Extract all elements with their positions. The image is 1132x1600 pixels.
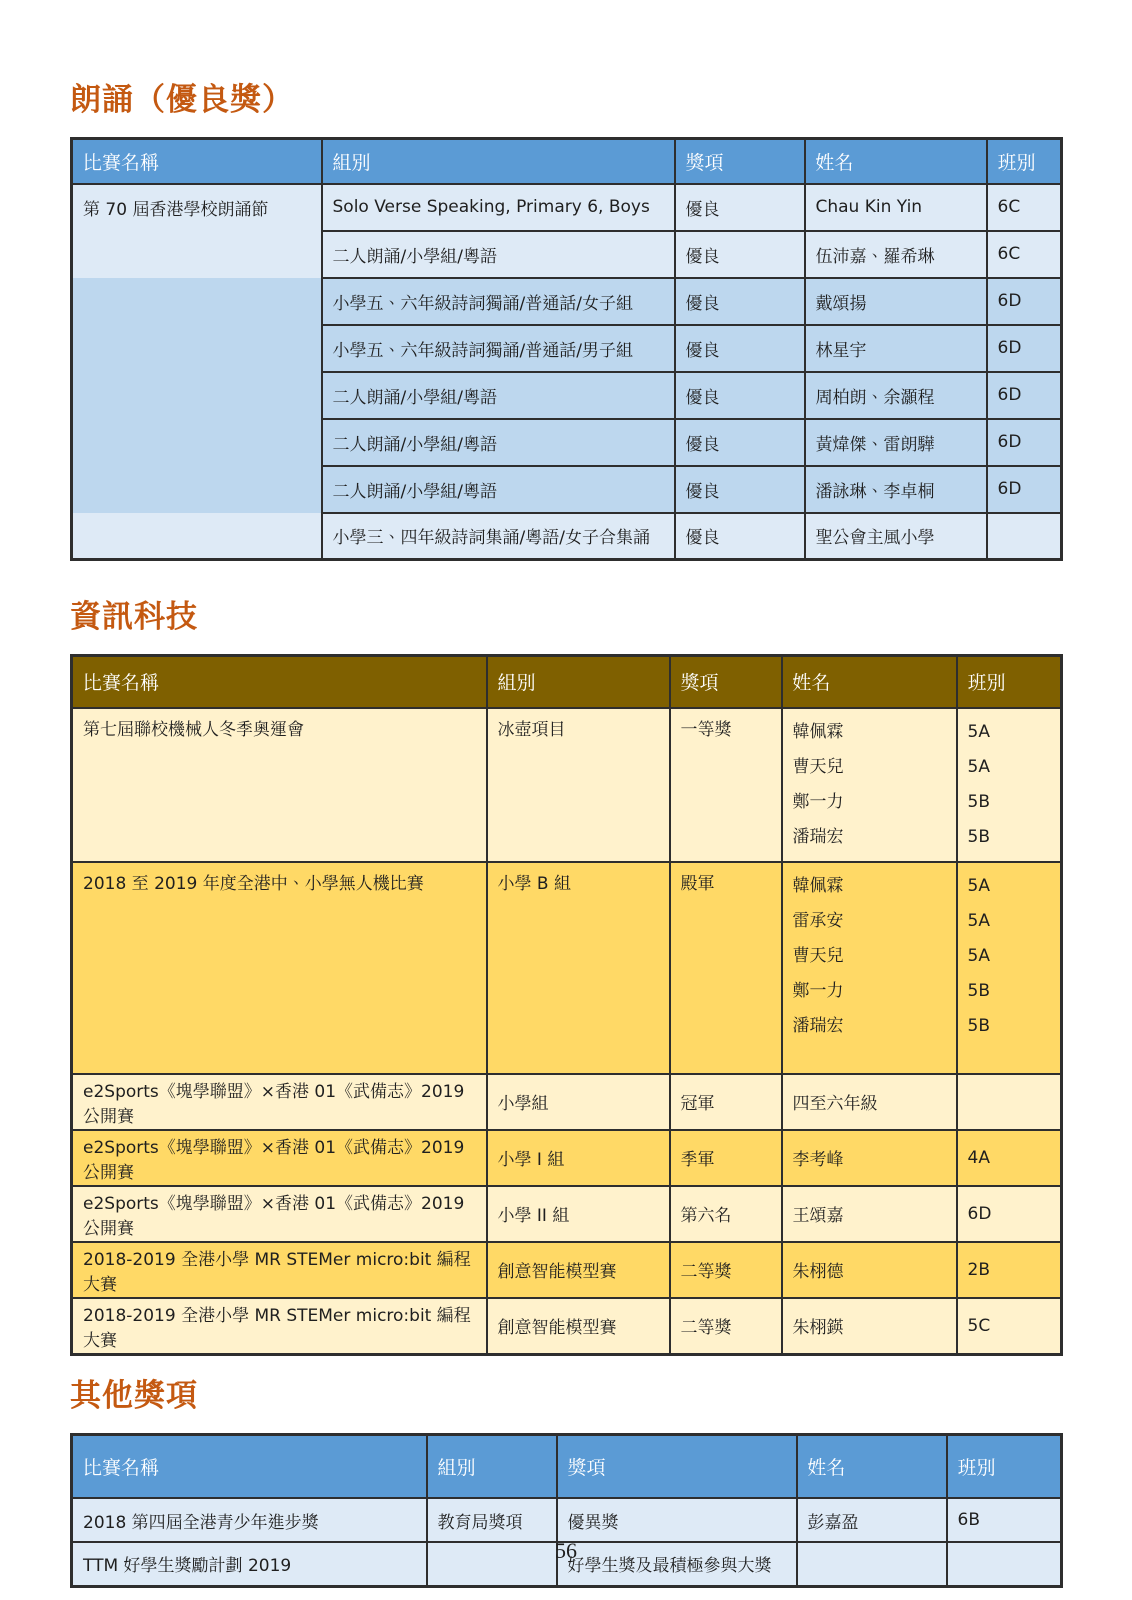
table-cell: 王頌嘉 (782, 1186, 957, 1242)
table-cell: 小學 B 組 (487, 862, 670, 1074)
table-row (72, 231, 1062, 278)
table-row (72, 1498, 1062, 1542)
table-cell: 6D (987, 372, 1062, 419)
table-cell: 6B (947, 1498, 1062, 1542)
column-header: 姓名 (782, 656, 957, 708)
table-row (72, 1186, 1062, 1242)
header-row (72, 1434, 1062, 1498)
table-row (72, 513, 1062, 560)
table-cell: 2018 第四屆全港青少年進步獎 (72, 1498, 427, 1542)
table-cell: 6D (987, 278, 1062, 325)
table-row (72, 708, 1062, 862)
table-cell (957, 708, 1062, 862)
table-cell: 林星宇 (805, 325, 987, 372)
table-cell (72, 278, 322, 325)
table-cell: e2Sports《塊學聯盟》×香港 01《武備志》2019 公開賽 (72, 1074, 487, 1130)
table-cell: 6D (987, 419, 1062, 466)
table-cell: 創意智能模型賽 (487, 1298, 670, 1355)
table-cell: 小學五、六年級詩詞獨誦/普通話/女子組 (322, 278, 675, 325)
cell-line: 5A (967, 945, 990, 966)
table-cell: 殿軍 (670, 862, 782, 1074)
table-cell (957, 862, 1062, 1074)
table-cell: e2Sports《塊學聯盟》×香港 01《武備志》2019 公開賽 (72, 1186, 487, 1242)
cell-line: 鄭一力 (792, 791, 844, 812)
recitation-awards-table (70, 137, 1063, 561)
table-cell: 2018 至 2019 年度全港中、小學無人機比賽 (72, 862, 487, 1074)
cell-line: 韓佩霖 (792, 875, 844, 896)
table-cell: 二人朗誦/小學組/粵語 (322, 231, 675, 278)
cell-line: 5B (967, 826, 990, 847)
table-cell: 冠軍 (670, 1074, 782, 1130)
column-header: 班別 (987, 139, 1062, 184)
table-cell: 優良 (675, 419, 805, 466)
table-cell: 創意智能模型賽 (487, 1242, 670, 1298)
table-cell: 2B (957, 1242, 1062, 1298)
table-cell: 二人朗誦/小學組/粵語 (322, 372, 675, 419)
table-cell: 第六名 (670, 1186, 782, 1242)
table-cell: 小學五、六年級詩詞獨誦/普通話/男子組 (322, 325, 675, 372)
table-cell: 優良 (675, 325, 805, 372)
cell-line: 5A (967, 756, 990, 777)
table-cell: 彭嘉盈 (797, 1498, 947, 1542)
table-cell: e2Sports《塊學聯盟》×香港 01《武備志》2019 公開賽 (72, 1130, 487, 1186)
table-row (72, 466, 1062, 513)
table-cell: 朱栩鍈 (782, 1298, 957, 1355)
table-cell (72, 372, 322, 419)
header-row (72, 139, 1062, 184)
table-cell: 二人朗誦/小學組/粵語 (322, 419, 675, 466)
table-row (72, 1130, 1062, 1186)
table-cell: 教育局獎項 (427, 1498, 557, 1542)
cell-line: 曹天兒 (792, 945, 844, 966)
table-row (72, 325, 1062, 372)
table-cell: 2018-2019 全港小學 MR STEMer micro:bit 編程大賽 (72, 1298, 487, 1355)
table-cell (72, 466, 322, 513)
column-header: 姓名 (805, 139, 987, 184)
column-header: 比賽名稱 (72, 139, 322, 184)
column-header: 班別 (957, 656, 1062, 708)
section-title-other-awards: 其他獎項 (70, 1377, 198, 1414)
column-header: 獎項 (670, 656, 782, 708)
table-row (72, 184, 1062, 231)
table-cell (72, 231, 322, 278)
cell-line: 鄭一力 (792, 980, 844, 1001)
column-header: 組別 (427, 1434, 557, 1498)
table-cell: 2018-2019 全港小學 MR STEMer micro:bit 編程大賽 (72, 1242, 487, 1298)
column-header: 獎項 (557, 1434, 797, 1498)
section-title-recitation: 朗誦（優良獎） (70, 82, 294, 118)
table-cell: TTM 好學生獎勵計劃 2019 (72, 1542, 427, 1586)
table-cell: 6C (987, 184, 1062, 231)
table-cell: 伍沛嘉、羅希琳 (805, 231, 987, 278)
table-cell: 優異獎 (557, 1498, 797, 1542)
column-header: 姓名 (797, 1434, 947, 1498)
table-cell (957, 1074, 1062, 1130)
table-cell (72, 325, 322, 372)
section-title-information-technology: 資訊科技 (70, 599, 198, 635)
table-cell: 好學生獎及最積極參與大獎 (557, 1542, 797, 1586)
cell-line: 雷承安 (792, 910, 844, 931)
table-cell (782, 708, 957, 862)
table-cell: 朱栩德 (782, 1242, 957, 1298)
table-cell: 5C (957, 1298, 1062, 1355)
table-cell: 一等獎 (670, 708, 782, 862)
column-header: 獎項 (675, 139, 805, 184)
cell-line: 韓佩霖 (792, 721, 844, 742)
table-cell: 潘詠琳、李卓桐 (805, 466, 987, 513)
table-cell: 6D (957, 1186, 1062, 1242)
table-cell: 黃煒傑、雷朗驊 (805, 419, 987, 466)
table-row (72, 862, 1062, 1074)
table-cell: 6D (987, 466, 1062, 513)
table-cell: 優良 (675, 372, 805, 419)
table-cell: Chau Kin Yin (805, 184, 987, 231)
column-header: 比賽名稱 (72, 656, 487, 708)
table-row (72, 372, 1062, 419)
table-cell: 聖公會主風小學 (805, 513, 987, 560)
cell-line: 潘瑞宏 (792, 1015, 844, 1036)
cell-line: 5B (967, 1015, 990, 1036)
table-cell (987, 513, 1062, 560)
table-cell: 4A (957, 1130, 1062, 1186)
table-cell: 小學組 (487, 1074, 670, 1130)
table-cell: 戴頌揚 (805, 278, 987, 325)
cell-line: 5B (967, 791, 990, 812)
page-number: 56 (555, 1538, 577, 1563)
table-cell: 小學三、四年級詩詞集誦/粵語/女子合集誦 (322, 513, 675, 560)
table-cell: 第七屆聯校機械人冬季奧運會 (72, 708, 487, 862)
column-header: 班別 (947, 1434, 1062, 1498)
table-cell: 6D (987, 325, 1062, 372)
table-cell: 6C (987, 231, 1062, 278)
table-cell: 二等獎 (670, 1242, 782, 1298)
cell-line: 5A (967, 721, 990, 742)
header-row (72, 656, 1062, 708)
table-cell: 季軍 (670, 1130, 782, 1186)
table-cell: 周柏朗、余灝程 (805, 372, 987, 419)
column-header: 比賽名稱 (72, 1434, 427, 1498)
table-cell: 二人朗誦/小學組/粵語 (322, 466, 675, 513)
column-header: 組別 (322, 139, 675, 184)
table-row (72, 419, 1062, 466)
table-cell: 四至六年級 (782, 1074, 957, 1130)
table-cell: 第 70 屆香港學校朗誦節 (72, 184, 322, 231)
table-cell: Solo Verse Speaking, Primary 6, Boys (322, 184, 675, 231)
cell-line: 5B (967, 980, 990, 1001)
table-cell: 李考峰 (782, 1130, 957, 1186)
table-cell: 二等獎 (670, 1298, 782, 1355)
table-cell: 優良 (675, 231, 805, 278)
table-row (72, 1298, 1062, 1355)
table-cell (782, 862, 957, 1074)
cell-line: 潘瑞宏 (792, 826, 844, 847)
column-header: 組別 (487, 656, 670, 708)
table-cell (72, 513, 322, 560)
cell-line: 5A (967, 910, 990, 931)
table-cell: 冰壺項目 (487, 708, 670, 862)
table-cell: 小學 II 組 (487, 1186, 670, 1242)
table-cell: 優良 (675, 184, 805, 231)
table-row (72, 278, 1062, 325)
cell-line: 5A (967, 875, 990, 896)
table-cell (72, 419, 322, 466)
table-cell: 小學 I 組 (487, 1130, 670, 1186)
information-technology-awards-table (70, 654, 1063, 1356)
table-cell: 優良 (675, 278, 805, 325)
table-row (72, 1242, 1062, 1298)
other-awards-table (70, 1433, 1063, 1588)
cell-line: 曹天兒 (792, 756, 844, 777)
table-cell: 優良 (675, 466, 805, 513)
table-cell: 優良 (675, 513, 805, 560)
table-row (72, 1074, 1062, 1130)
